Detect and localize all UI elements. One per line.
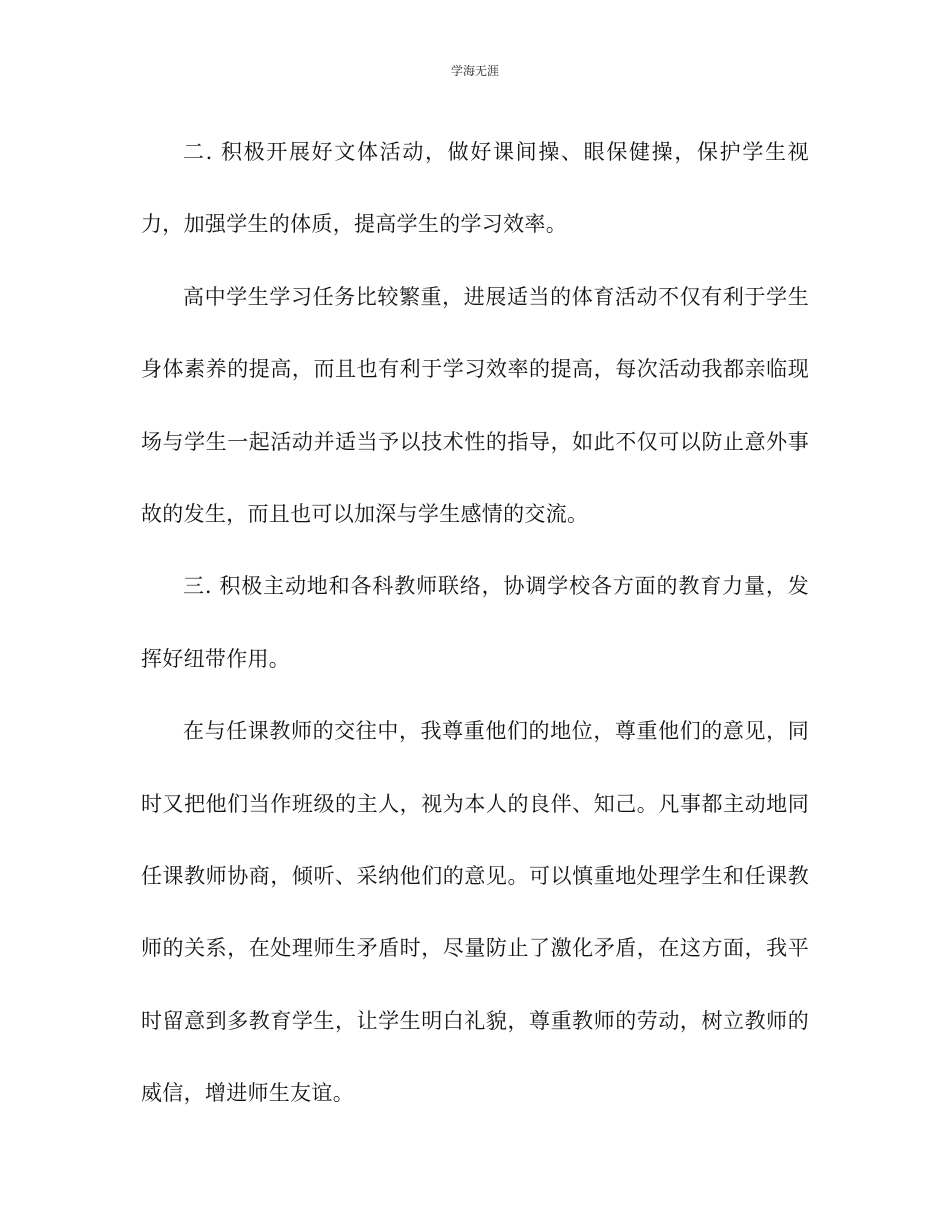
document-body	[141, 116, 809, 1130]
paragraph-sports-activities: 高中学生学习任务比较繁重，进展适当的体育活动不仅有利于学生身体素养的提高，而且也有利于学习效率的提高，每次活动我都亲临现场与学生一起活动并适当予以技术性的指导，如此不仅可以防止意外事故的发生，而且也可以加深与学生感情的交流。	[141, 284, 809, 527]
paragraph-section-three-heading: 三. 积极主动地和各科教师联络，协调学校各方面的教育力量，发挥好纽带作用。	[141, 574, 809, 671]
paragraph-teacher-relations: 在与任课教师的交往中，我尊重他们的地位，尊重他们的意见，同时又把他们当作班级的主人，视为本人的良伴、知己。凡事都主动地同任课教师协商，倾听、采纳他们的意见。可以慎重地处理学生和任课教师的关系，在处理师生矛盾时，尽量防止了激化矛盾，在这方面，我平时留意到多教育学生，让学生明白礼貌，尊重教师的劳动，树立教师的威信，增进师生友谊。	[141, 719, 809, 1106]
paragraph-section-two-heading: 二. 积极开展好文体活动，做好课间操、眼保健操，保护学生视力，加强学生的体质，提高学生的学习效率。	[141, 140, 809, 237]
page-header: 学海无涯	[450, 64, 499, 78]
